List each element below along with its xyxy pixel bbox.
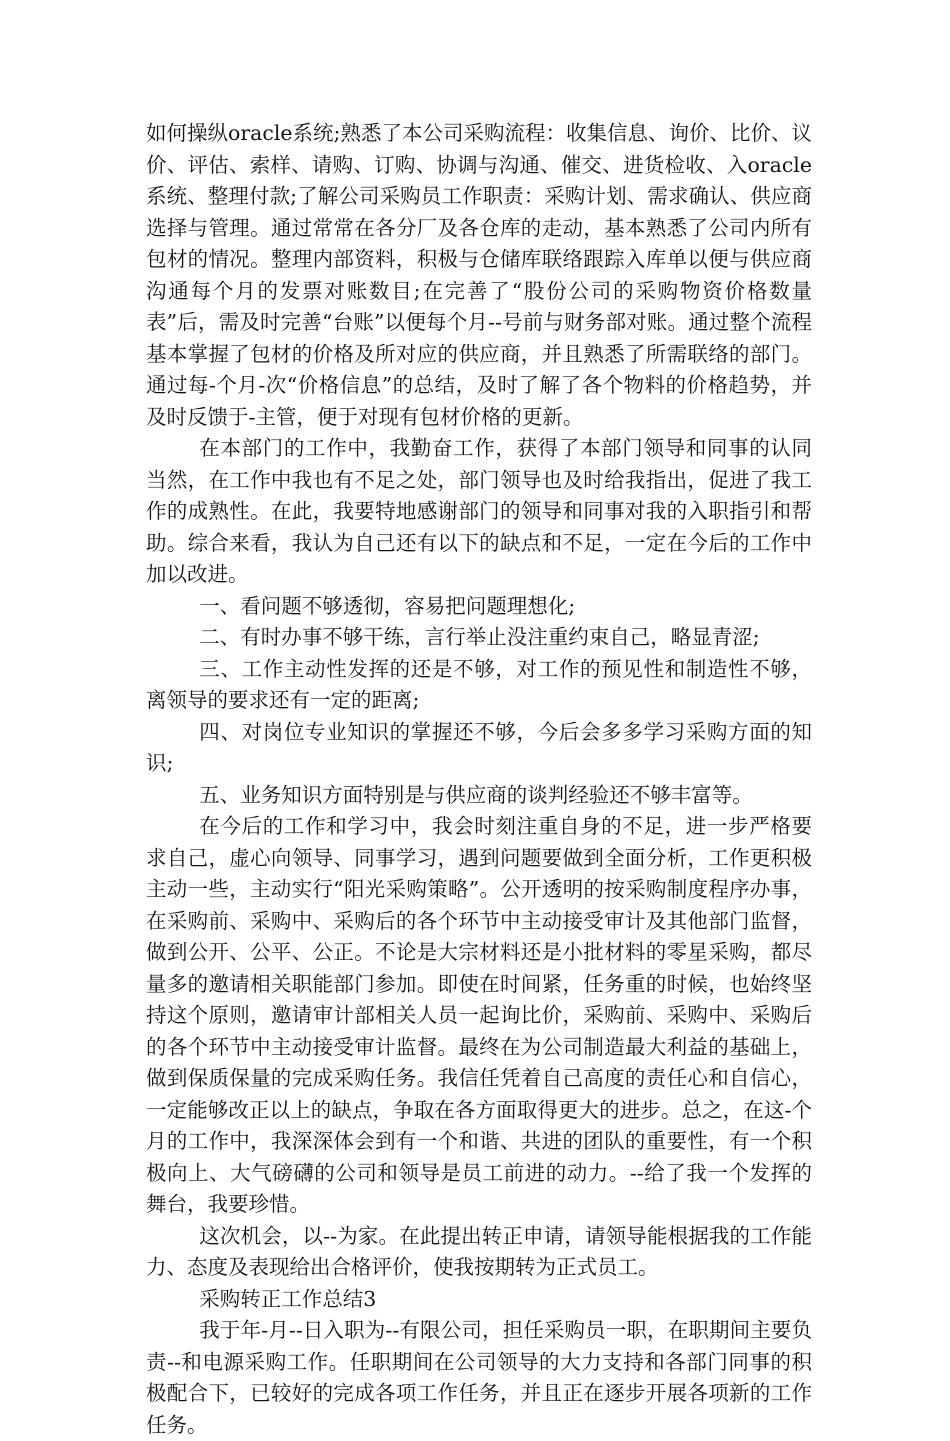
list-item-shortcoming-2: 二、有时办事不够干练，言行举止没注重约束自己，略显青涩;: [199, 625, 760, 649]
list-item-shortcoming-4: 四、对岗位专业知识的掌握还不够，今后会多多学习采购方面的知识;: [146, 719, 812, 775]
list-item-shortcoming-5: 五、业务知识方面特别是与供应商的谈判经验还不够丰富等。: [199, 782, 753, 807]
paragraph-summary-3-intro: 我于年-月--日入职为--有限公司，担任采购员一职，在职期间主要负责--和电源采购工作。任职期间在公司领导的大力支持和各部门同事的积极配合下，已较好的完成各项工作任务，并且正在逐步开展各项新的工作任务。: [146, 1318, 812, 1437]
paragraph-department-work: 在本部门的工作中，我勤奋工作，获得了本部门领导和同事的认同当然，在工作中我也有不足之处，部门领导也及时给我指出，促进了我工作的成熟性。在此，我要特地感谢部门的领导和同事对我的入职指引和帮助。综合来看，我认为自己还有以下的缺点和不足，一定在今后的工作中加以改进。: [146, 436, 812, 586]
list-item-shortcoming-3: 三、工作主动性发挥的还是不够，对工作的预见性和制造性不够，离领导的要求还有一定的距离;: [146, 656, 812, 712]
paragraph-procurement-process: 如何操纵oracle系统;熟悉了本公司采购流程：收集信息、询价、比价、议价、评估、索样、请购、订购、协调与沟通、催交、进货检收、入oracle系统、整理付款;了解公司采购员工作职责：采购计划、需求确认、供应商选择与管理。通过常常在各分厂及各仓库的走动，基本熟悉了公司内所有包材的情况。整理内部资料，积极与仓储库联络跟踪入库单以便与供应商沟通每个月的发票对账数目;在完善了“股份公司的采购物资价格数量表”后，需及时完善“台账”以便每个月--号前与财务部对账。通过整个流程基本掌握了包材的价格及所对应的供应商，并且熟悉了所需联络的部门。通过每-个月-次“价格信息”的总结，及时了解了各个物料的价格趋势，并及时反馈于-主管，便于对现有包材价格的更新。: [146, 121, 812, 429]
paragraph-future-plan: 在今后的工作和学习中，我会时刻注重自身的不足，进一步严格要求自己，虚心向领导、同事学习，遇到问题要做到全面分析，工作更积极主动一些，主动实行“阳光采购策略”。公开透明的按采购制度程序办事，在采购前、采购中、采购后的各个环节中主动接受审计及其他部门监督，做到公开、公平、公正。不论是大宗材料还是小批材料的零星采购，都尽量多的邀请相关职能部门参加。即使在时间紧，任务重的时候，也始终坚持这个原则，邀请审计部相关人员一起询比价，采购前、采购中、采购后的各个环节中主动接受审计监督。最终在为公司制造最大利益的基础上，做到保质保量的完成采购任务。我信任凭着自己高度的责任心和自信心，一定能够改正以上的缺点，争取在各方面取得更大的进步。总之，在这-个月的工作中，我深深体会到有一个和谐、共进的团队的重要性，有一个积极向上、大气磅礴的公司和领导是员工前进的动力。--给了我一个发挥的舞台，我要珍惜。: [146, 814, 812, 1216]
list-item-shortcoming-1: 一、看问题不够透彻，容易把问题理想化;: [199, 593, 576, 618]
document-body: [146, 118, 812, 1441]
paragraph-application: 这次机会，以--为家。在此提出转正申请，请领导能根据我的工作能力、态度及表现给出合格评价，使我按期转为正式员工。: [146, 1223, 812, 1279]
section-title: 采购转正工作总结3: [199, 1286, 377, 1311]
